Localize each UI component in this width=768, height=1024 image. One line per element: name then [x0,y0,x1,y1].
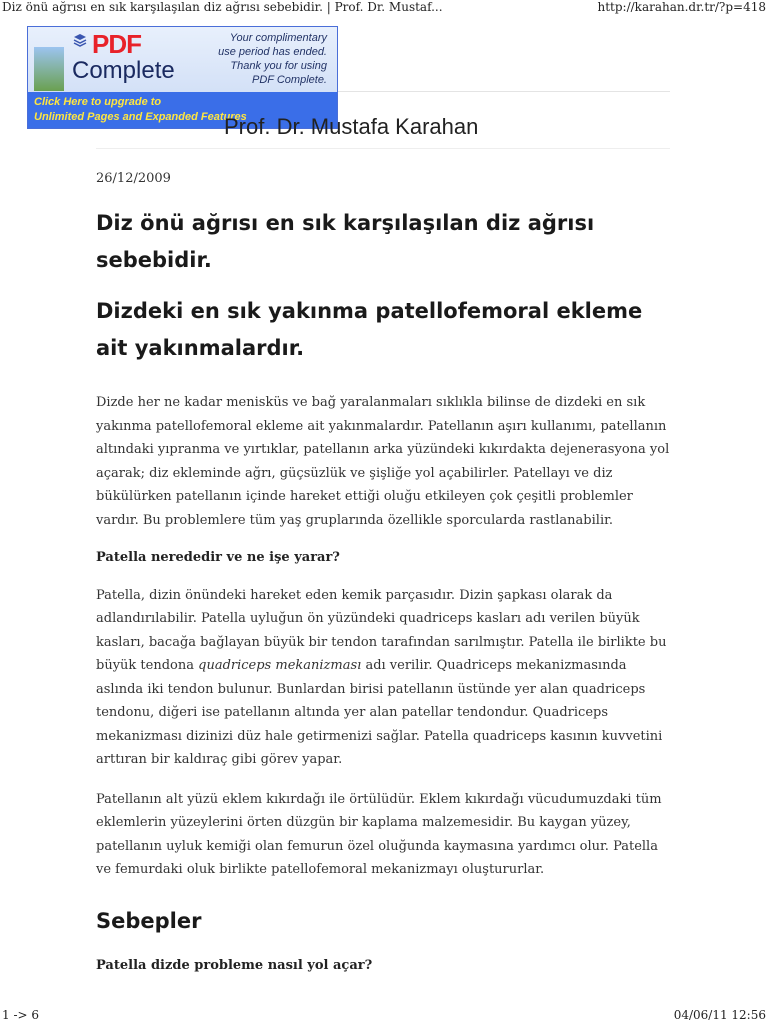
post-content [96,205,672,977]
print-footer-page: 1 -> 6 [2,1008,40,1022]
paragraph-text: Patella, dizin önündeki hareket eden kemik parçasıdır. Dizin şapkası olarak da adlandırılabilir. Patella uyluğun ön yüzündeki quadriceps kasları adı verilen büyük kasları, bacağa bağlayan büyük bir tendon tarafından sarılmıştır. Patella ile birlikte bu büyük tendona [96,587,667,673]
banner-note-line: use period has ended. [218,46,327,58]
site-title[interactable]: Prof. Dr. Mustafa Karahan [224,114,479,139]
banner-note-line: PDF Complete. [252,74,327,86]
question-heading: Patella dizde probleme nasıl yol açar? [96,957,373,973]
stack-layers-icon [72,32,88,48]
banner-cta-line: Click Here to upgrade to [34,96,162,108]
banner-note-line: Your complimentary [229,32,327,44]
banner-cta-line: Unlimited Pages and Expanded Features [34,111,247,123]
post-date: 26/12/2009 [96,171,171,186]
print-header-url: http://karahan.dr.tr/?p=418 [597,0,766,14]
banner-note [187,31,327,87]
banner-note-line: Thank you for using [230,60,327,72]
divider [338,91,670,92]
print-footer-timestamp: 04/06/11 12:56 [673,1008,766,1022]
paragraph: Patellanın alt yüzü eklem kıkırdağı ile örtülüdür. Eklem kıkırdağı vücudumuzdaki tüm eklemlerin yüzeylerini örten düzgün bir kaplama malzemesidir. Bu kaygan yüzey, patellanın uyluk kemiği olan femurun özel oluğunda kaymasına yardımcı olur. Patella ve femurdaki oluk birlikte patellofemoral mekanizmayı oluştururlar. [96,791,662,877]
banner-brand-pdf: PDF [92,29,141,59]
emphasized-term: quadriceps mekanizması [198,658,362,673]
paragraph [96,584,672,772]
post-title: Diz önü ağrısı en sık karşılaşılan diz ağrısı sebebidir. [96,211,595,272]
pdf-complete-logo-icon [34,47,64,91]
print-header-title: Diz önü ağrısı en sık karşılaşılan diz ağrısı sebebidir. | Prof. Dr. Mustaf... [2,0,443,14]
post-subtitle: Dizdeki en sık yakınma patellofemoral ekleme ait yakınmalardır. [96,299,643,360]
section-heading: Sebepler [96,908,202,933]
divider [96,148,670,149]
paragraph: Dizde her ne kadar menisküs ve bağ yaralanmaları sıklıkla bilinse de dizdeki en sık yakınma patellofemoral ekleme ait yakınmalardır. Patellanın aşırı kullanımı, patellanın altındaki yıpranma ve yırtıklar, patellanın arka yüzündeki kıkırdakta dejenerasyona yol açarak; diz ekleminde ağrı, güçsüzlük ve şişliğe yol açabilirler. Patellayı ve diz bükülürken patellanın içinde hareket ettiği oluğu etkileyen çok çeşitli problemler vardır. Bu problemlere tüm yaş gruplarında özellikle sporcularda rastlanabilir. [96,395,670,528]
paragraph-text: adı verilir. Quadriceps mekanizmasında aslında iki tendon bulunur. Bunlardan birisi patellanın üstünde yer alan quadriceps tendonu, diğeri ise patellanın altında yer alan patellar tendondur. Quadriceps mekanizması dizinizi düz hale getirmenizi sağlar. Patella quadriceps kasının kuvvetini arttıran bir kaldıraç gibi görev yapar. [96,658,663,767]
banner-brand-complete: Complete [72,57,175,84]
question-heading: Patella nerededir ve ne işe yarar? [96,550,340,565]
